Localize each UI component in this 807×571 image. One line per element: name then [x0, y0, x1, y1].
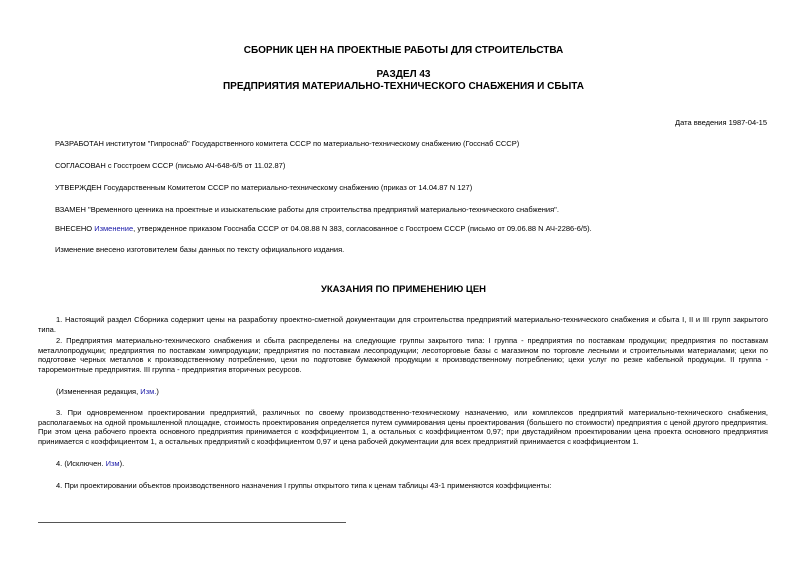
revision-note-prefix: (Измененная редакция,: [56, 387, 141, 396]
paragraph-2: 2. Предприятия материально-технического снабжения и сбыта распределены на следующие группы закрытого типа: I группа - предприятия по поставкам продукции; предприятия по поставкам металлопродукции; предприятия по поставкам химпродукции; предприятия по поставкам лесопродукции; лесоторговые базы с магазином по торговле лесными и строительными материалами; цехи по подготовке черных металлов к производственному потреблению, цехи по подготовке бумажной продукции к производственному потреблению; цехи услуг по резке кабельной продукции. II группа - тароремонтные предприятия. III группа - предприятия вторичных ресурсов.: [38, 336, 768, 374]
excluded-note-suffix: ).: [119, 459, 125, 468]
revision-note-suffix: ): [156, 387, 159, 396]
section-title: ПРЕДПРИЯТИЯ МАТЕРИАЛЬНО-ТЕХНИЧЕСКОГО СНАБЖЕНИЯ И СБЫТА: [222, 81, 584, 92]
amendment-link[interactable]: Изменение: [94, 224, 134, 233]
section-number: РАЗДЕЛ 43: [376, 69, 431, 80]
revision-note: [38, 387, 768, 397]
agreed-keyword: СОГЛАСОВАН: [55, 161, 106, 170]
paragraph-4: 4. При проектировании объектов производственного назначения I группы открытого типа к ценам таблицы 43-1 применяются коэффициенты:: [56, 481, 552, 490]
replaces-keyword: ВЗАМЕН: [55, 205, 86, 214]
instructions-title: УКАЗАНИЯ ПО ПРИМЕНЕНИЮ ЦЕН: [320, 284, 487, 295]
footnote-divider: [38, 522, 346, 523]
developed-text: институтом "Гипроснаб" Государственного комитета СССР по материально-техническому снабжению (Госснаб СССР): [103, 139, 520, 148]
amended-keyword: ВНЕСЕНО: [55, 224, 93, 233]
amended-line: [55, 224, 592, 233]
agreed-line: [55, 161, 285, 170]
approved-line: [55, 183, 472, 192]
paragraph-3: 3. При одновременном проектировании предприятий, различных по своему производственно-техническому назначению, или комплексов предприятий материально-технического снабжения, располагаемых на одной промышленной площадке, стоимость проектирования определяется путем суммирования цены проектирования (большего по стоимости) предприятия с ценой другого предприятия. При этом цена рабочего проекта основного предприятия принимается с коэффициентом 1, а остальных с коэффициентом 0,97; при двустадийном проектировании цена проекта основного предприятия принимается с коэффициентом 1, а остальных предприятий с коэффициентом 0,97 и цена рабочей документации для всех предприятий принимается с коэффициентом 1.: [38, 408, 768, 446]
amended-text: , утвержденное приказом Госснаба СССР от 04.08.88 N 383, согласованное с Госстроем СССР (письмо от 09.06.88 N АЧ-2286-6/5).: [133, 224, 592, 233]
amendment-note: Изменение внесено изготовителем базы данных по тексту официального издания.: [55, 245, 345, 254]
replaces-line: [55, 205, 559, 214]
replaces-text: "Временного ценника на проектные и изыскательские работы для строительства предприятий материально-технического снабжения".: [85, 205, 559, 214]
agreed-text: с Госстроем СССР (письмо АЧ-648-6/5 от 11.02.87): [105, 161, 286, 170]
excluded-note: [38, 459, 768, 469]
revision-link[interactable]: Изм.: [140, 387, 157, 396]
collection-title: СБОРНИК ЦЕН НА ПРОЕКТНЫЕ РАБОТЫ ДЛЯ СТРОИТЕЛЬСТВА: [243, 45, 564, 56]
developed-keyword: РАЗРАБОТАН: [55, 139, 104, 148]
effective-date: Дата введения 1987-04-15: [675, 118, 767, 127]
developed-line: [55, 139, 519, 148]
excluded-note-prefix: 4. (Исключен.: [56, 459, 106, 468]
approved-keyword: УТВЕРЖДЕН: [55, 183, 102, 192]
approved-text: Государственным Комитетом СССР по материально-техническому снабжению (приказ от 14.04.87 N 127): [101, 183, 473, 192]
excluded-link[interactable]: Изм: [105, 459, 120, 468]
paragraph-1: 1. Настоящий раздел Сборника содержит цены на разработку проектно-сметной документации для строительства предприятий материально-технического снабжения и сбыта I, II и III групп закрытого типа.: [38, 315, 768, 334]
